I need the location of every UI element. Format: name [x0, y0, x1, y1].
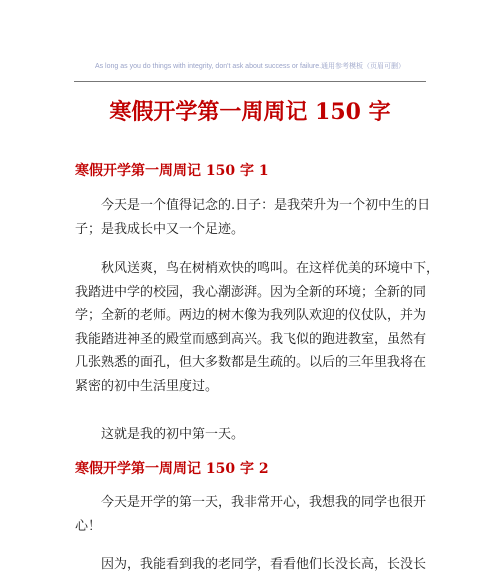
paragraph-line: 秋风送爽，鸟在树梢欢快的鸣叫。在这样优美的环境中下，: [101, 261, 440, 276]
section-heading-2: 寒假开学第一周周记 150 字 2: [75, 461, 269, 477]
document-title: 寒假开学第一周周记 150 字: [109, 99, 391, 125]
paragraph-line: 这就是我的初中第一天。: [101, 427, 245, 442]
paragraph-line: 学；全新的老师。两边的树木像为我列队欢迎的仪仗队，并为: [75, 308, 427, 323]
paragraph-2-2: [75, 553, 425, 577]
paragraph-line: 我能踏进神圣的殿堂而感到高兴。我飞似的跑进教室，虽然有: [75, 331, 427, 347]
paragraph-line: 我踏进中学的校园，我心潮澎湃。因为全新的环境；全新的同: [75, 284, 427, 300]
paragraph-line: 紧密的初中生活里度过。: [75, 378, 219, 394]
paragraph-line: 今天是开学的第一天，我非常开心，我想我的同学也很开: [101, 495, 427, 510]
paragraph-1-2: [75, 257, 440, 398]
paragraph-line: 子；是我成长中又一个足迹。: [75, 221, 245, 237]
section-heading-1: 寒假开学第一周周记 150 字 1: [75, 163, 269, 179]
paragraph-1-1: [75, 194, 431, 241]
paragraph-line: 几张熟悉的面孔，但大多数都是生疏的。以后的三年里我将在: [75, 355, 427, 370]
paragraph-2-1: [75, 491, 425, 538]
paragraph-line: 心！: [75, 518, 102, 534]
header-note: As long as you do things with integrity, don't ask about success or failure.通用参考模板（页眉可删）: [94, 63, 406, 70]
paragraph-line: 今天是一个值得记念的.日子：是我荣升为一个初中生的日: [101, 198, 431, 213]
paragraph-line: 因为，我能看到我的老同学，看看他们长没长高，长没长: [101, 557, 427, 572]
header-divider: [74, 81, 426, 82]
paragraph-1-3: [75, 423, 425, 447]
